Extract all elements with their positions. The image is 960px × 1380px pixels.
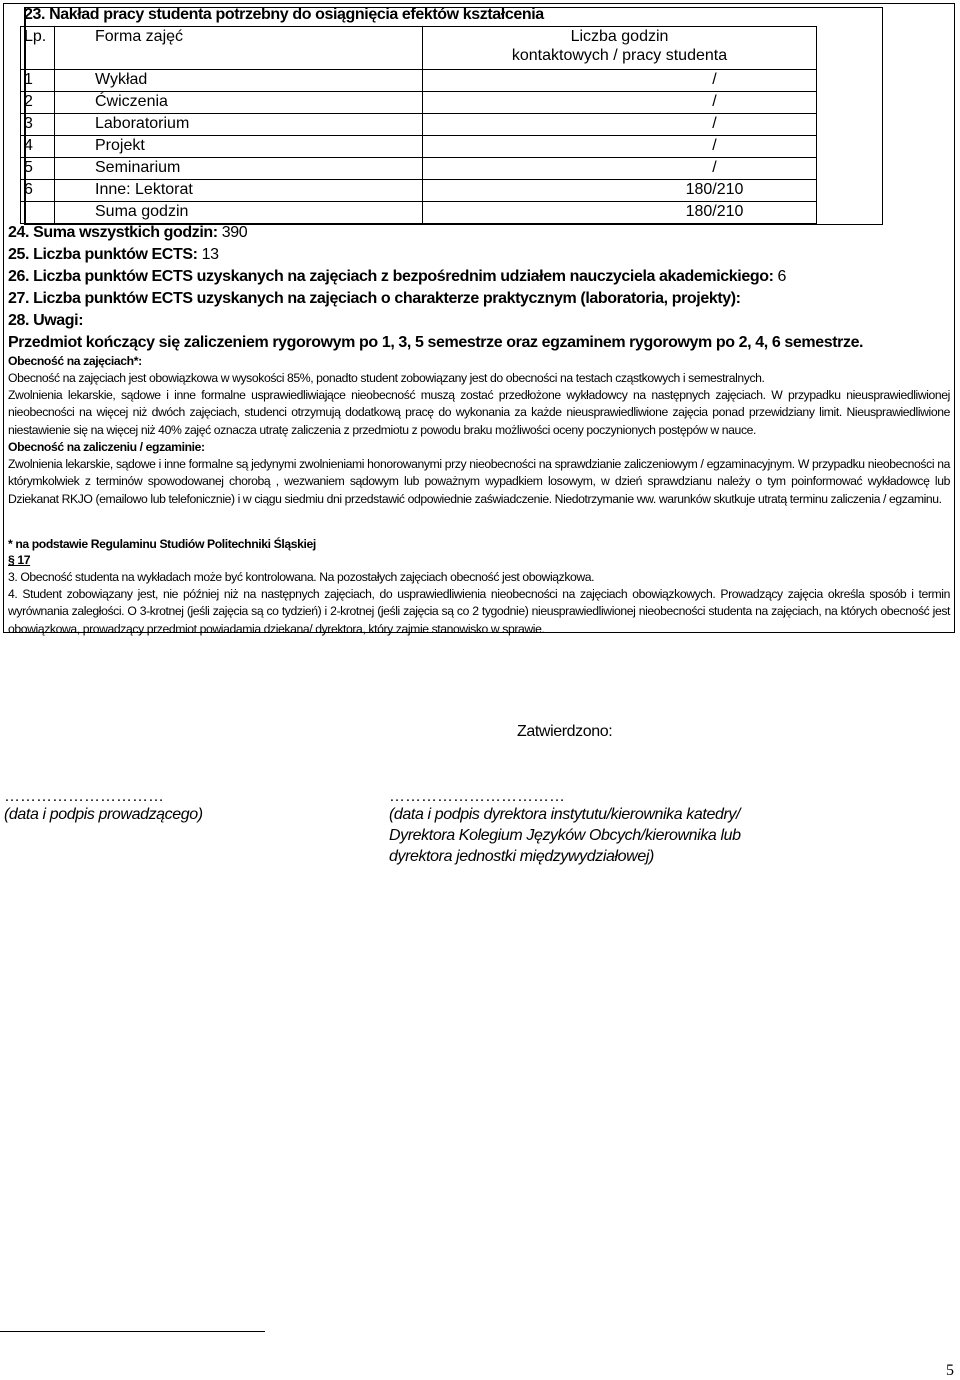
- table-row: [21, 136, 817, 158]
- sum-label: Suma godzin: [55, 202, 423, 224]
- section-24-value: 390: [217, 224, 248, 241]
- section-25-value: 13: [197, 246, 219, 263]
- workload-table: [20, 26, 817, 224]
- section-26-label: 26. Liczba punktów ECTS uzyskanych na zajęciach z bezpośrednim udziałem nauczyciela akademickiego:: [8, 268, 774, 285]
- row-lp: 5: [21, 158, 55, 180]
- table-row: [21, 92, 817, 114]
- section-26-value: 6: [773, 268, 787, 285]
- header-lp: Lp.: [21, 27, 55, 70]
- attendance-paragraph-1: Obecność na zajęciach jest obowiązkowa w wysokości 85%, ponadto student zobowiązany jest do obecności na testach cząstkowych i semestralnych.: [8, 371, 765, 385]
- section-27-label: 27. Liczba punktów ECTS uzyskanych na zajęciach o charakterze praktycznym (laboratoria, projekty):: [8, 290, 741, 307]
- section-26: [8, 267, 786, 287]
- approval-label: Zatwierdzono:: [517, 723, 613, 740]
- attendance-paragraph-2: Zwolnienia lekarskie, sądowe i inne formalne usprawiedliwiające nieobecność muszą zostać przedłożone wykładowcy na następnych zajęciach. W przypadku nieusprawiedliwionej nieobecności na więcej niż dwóch zajęciach, studenci otrzymują dodatkową pracę do wykonania za każde nieusprawiedliwione zajęcia ponad przewidziany limit. Nieusprawiedliwione niestawienie się na więcej niż 40% zajęć oznacza utratę zaliczenia z przedmiotu z powodu braku możliwości oceny poczynionych postępów w nauce.: [8, 388, 950, 437]
- section-24-label: 24. Suma wszystkich godzin:: [8, 224, 218, 241]
- left-signature-caption: (data i podpis prowadzącego): [4, 806, 203, 823]
- right-signature-caption-2: Dyrektora Kolegium Języków Obcych/kierownika lub: [389, 827, 741, 844]
- row-hours: /: [423, 70, 817, 92]
- row-lp: 4: [21, 136, 55, 158]
- row-hours: /: [423, 136, 817, 158]
- section-28-main-note: Przedmiot kończący się zaliczeniem rygorowym po 1, 3, 5 semestrze oraz egzaminem rygorowym po 2, 4, 6 semestrze.: [8, 334, 864, 351]
- page-number: 5: [946, 1362, 954, 1379]
- row-hours: /: [423, 92, 817, 114]
- section-25-label: 25. Liczba punktów ECTS:: [8, 246, 198, 263]
- row-form: Wykład: [55, 70, 423, 92]
- right-signature-caption-1: (data i podpis dyrektora instytutu/kierownika katedry/: [389, 806, 741, 823]
- regulation-heading: * na podstawie Regulaminu Studiów Politechniki Śląskiej: [8, 537, 316, 551]
- row-hours: 180/210: [423, 180, 817, 202]
- paragraph-reference: § 17: [8, 553, 31, 567]
- table-sum-row: [21, 202, 817, 224]
- footnote-rule: [0, 1331, 265, 1332]
- right-signature-dots: ……………………………: [389, 788, 565, 805]
- row-hours: /: [423, 114, 817, 136]
- exam-heading: Obecność na zaliczeniu / egzaminie:: [8, 440, 205, 454]
- header-form: Forma zajęć: [55, 27, 423, 70]
- table-row: [21, 114, 817, 136]
- row-form: Laboratorium: [55, 114, 423, 136]
- row-lp: 1: [21, 70, 55, 92]
- header-hours: [423, 27, 817, 70]
- sum-value: 180/210: [423, 202, 817, 224]
- header-hours-line1: Liczba godzin: [570, 28, 669, 45]
- table-header-row: [21, 27, 817, 70]
- exam-paragraph: Zwolnienia lekarskie, sądowe i inne formalne są jedynymi zwolnieniami honorowanymi przy nieobecności na sprawdzianie zaliczeniowym / egzaminacyjnym. W przypadku nieobecności na którymkolwiek z terminów spowodowanej chorobą , wezwaniem sądowym lub poważnym wypadkiem losowym, w dzień sprawdzianu należy o tym poinformować wykładowcę lub Dziekanat RKJO (emailowo lub telefonicznie) i w ciągu siedmiu dni przedstawić odpowiednie zaświadczenie. Niedotrzymanie ww. warunków skutkuje utratą terminu zaliczenia / egzaminu.: [8, 457, 950, 506]
- regulation-point-4: 4. Student zobowiązany jest, nie później niż na następnych zajęciach, do usprawiedliwienia nieobecności na zajęciach obowiązkowych. Prowadzący zajęcia określa sposób i termin wyrównania zaległości. O 3-krotnej (jeśli zajęcia są co tydzień) i 2-krotnej (jeśli zajęcia są co 2 tygodnie) nieusprawiedliwionej nieobecności studenta na zajęciach, na których obecność jest obowiązkowa, prowadzący przedmiot powiadamia dziekana/ dyrektora, który zajmie stanowisko w sprawie.: [8, 587, 950, 636]
- left-signature-dots: …………………………: [4, 788, 164, 805]
- row-lp: 2: [21, 92, 55, 114]
- section-23-title: 23. Nakład pracy studenta potrzebny do osiągnięcia efektów kształcenia: [24, 6, 544, 23]
- sum-lp: [21, 202, 55, 224]
- section-25: [8, 245, 219, 265]
- section-28-label: 28. Uwagi:: [8, 312, 84, 329]
- row-form: Inne: Lektorat: [55, 180, 423, 202]
- table-row: [21, 158, 817, 180]
- table-row: [21, 70, 817, 92]
- regulation-point-3: 3. Obecność studenta na wykładach może być kontrolowana. Na pozostałych zajęciach obecność jest obowiązkowa.: [8, 570, 595, 584]
- right-signature-caption-3: dyrektora jednostki międzywydziałowej): [389, 848, 654, 865]
- row-form: Seminarium: [55, 158, 423, 180]
- row-lp: 6: [21, 180, 55, 202]
- table-row: [21, 180, 817, 202]
- row-form: Ćwiczenia: [55, 92, 423, 114]
- attendance-heading: Obecność na zajęciach*:: [8, 354, 142, 368]
- row-form: Projekt: [55, 136, 423, 158]
- row-hours: /: [423, 158, 817, 180]
- section-24: [8, 223, 247, 243]
- row-lp: 3: [21, 114, 55, 136]
- header-hours-line2: kontaktowych / pracy studenta: [511, 47, 728, 64]
